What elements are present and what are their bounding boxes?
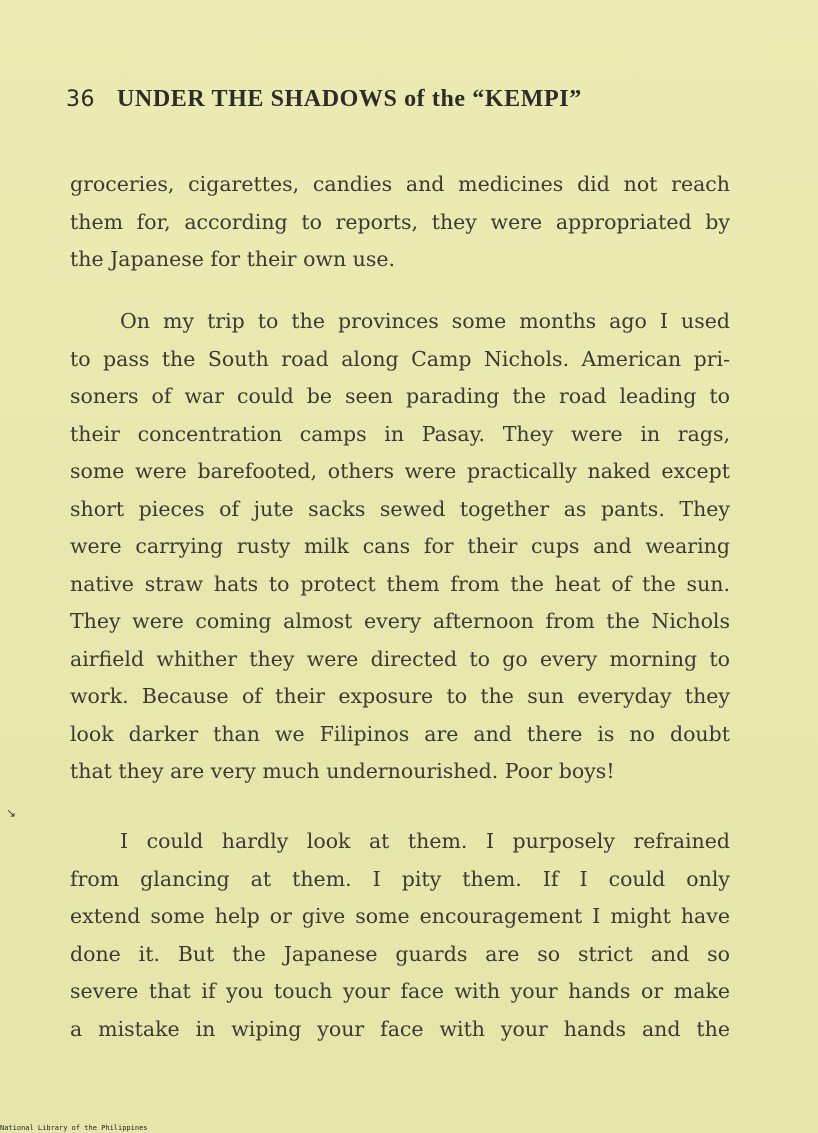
paragraph-2	[70, 303, 730, 791]
text-line: were carrying rusty milk cans for their cups and wearing	[70, 534, 730, 558]
text-line: severe that if you touch your face with your hands or make	[70, 979, 730, 1003]
text-line: from glancing at them. I pity them. If I could only	[70, 866, 730, 891]
library-attribution: National Library of the Philippines	[0, 1124, 148, 1132]
text-line: extend some help or give some encouragement I might have	[70, 904, 730, 928]
text-line: that they are very much undernourished. Poor boys!	[70, 759, 615, 783]
text-line: some were barefooted, others were practically naked except	[70, 459, 730, 483]
text-line: They were coming almost every afternoon from the Nichols	[70, 609, 730, 633]
page-header	[66, 86, 582, 120]
text-line: soners of war could be seen parading the road leading to	[70, 384, 730, 408]
text-line: short pieces of jute sacks sewed together as pants. They	[70, 496, 730, 521]
text-line: native straw hats to protect them from the heat of the sun.	[70, 571, 730, 596]
text-line: look darker than we Filipinos are and there is no doubt	[70, 721, 730, 746]
page-number: 36	[66, 87, 95, 112]
margin-tick-mark: ↘	[6, 806, 17, 820]
running-title: UNDER THE SHADOWS of the “KEMPI”	[117, 86, 582, 112]
text-line: to pass the South road along Camp Nichols. American pri-	[70, 346, 730, 371]
text-line: a mistake in wiping your face with your hands and the	[70, 1016, 730, 1041]
text-line: done it. But the Japanese guards are so strict and so	[70, 941, 730, 966]
text-line: groceries, cigarettes, candies and medicines did not reach	[70, 172, 730, 196]
text-line: airfield whither they were directed to go every morning to	[70, 646, 730, 671]
text-line: them for, according to reports, they were appropriated by	[70, 209, 730, 234]
text-line: I could hardly look at them. I purposely refrained	[120, 829, 730, 853]
text-line: On my trip to the provinces some months ago I used	[120, 309, 730, 333]
paragraph-1	[70, 166, 730, 279]
text-line: the Japanese for their own use.	[70, 247, 396, 271]
paragraph-3	[70, 823, 730, 1048]
text-line: their concentration camps in Pasay. They were in rags,	[70, 421, 730, 446]
text-line: work. Because of their exposure to the sun everyday they	[70, 684, 730, 708]
